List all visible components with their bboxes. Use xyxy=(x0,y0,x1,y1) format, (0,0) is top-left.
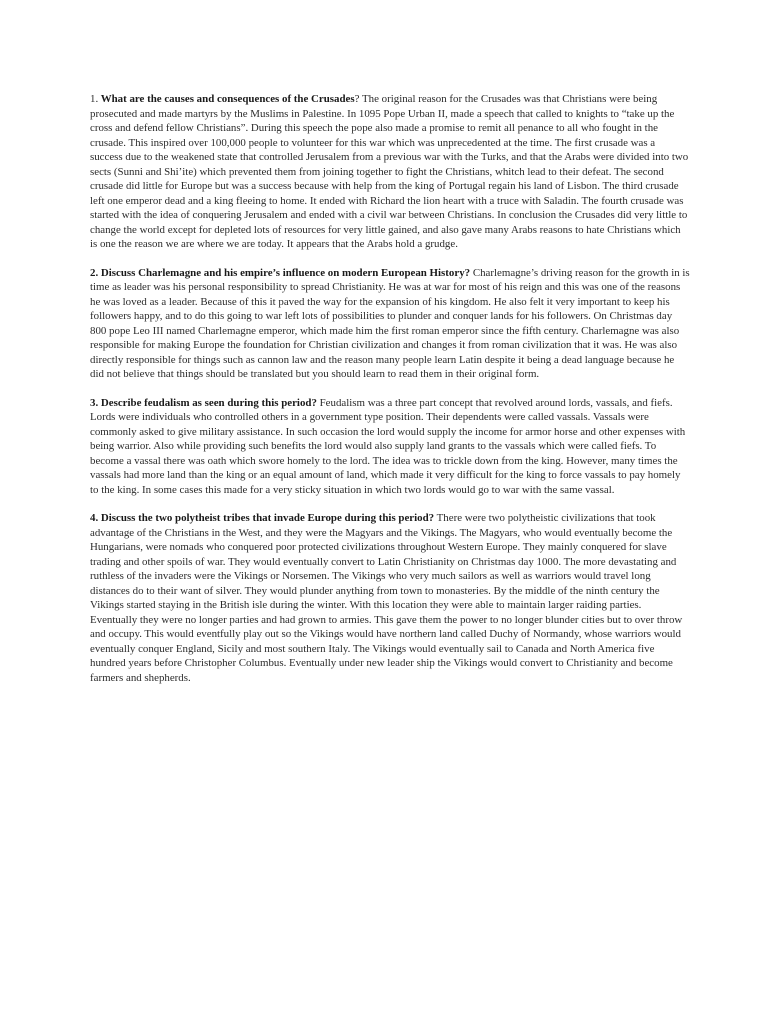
section-1-question: What are the causes and consequences of the Crusades xyxy=(98,93,355,105)
section-4-answer: There were two polytheistic civilizations that took advantage of the Christians in the West, and they were the Magyars and the Vikings. The Magyars, who would eventually become the Hungarians, were nomads who conquered poor protected civilizations throughout Western Europe. They mainly conquered for slave trading and other spoils of war. They would eventually convert to Latin Christianity on Christmas day 1000. The more devastating and ruthless of the invaders were the Vikings or Norsemen. The Vikings who very much sailors as well as warriors would travel long distances do to their want of silver. They would plunder anything from town to monasteries. By the middle of the ninth century the Vikings started staying in the British isle during the winter. With this location they were able to maintain larger raiding parties. Eventually they were no longer parties and had grown to armies. This gave them the power to no longer blunder cities but to over throw and occupy. This would eventfully play out so the Vikings would have northern land called Duchy of Normandy, whose warriors would eventually conquer England, Sicily and most southern Italy. The Vikings would eventually sail to Canada and North America five hundred years before Christopher Columbus. Eventually under new leader ship the Vikings would convert to Christianity and become farmers and shepherds. xyxy=(90,512,683,684)
section-4 xyxy=(90,511,690,685)
section-2-question: Discuss Charlemagne and his empire’s influence on modern European History? xyxy=(98,266,471,279)
section-3 xyxy=(90,396,690,498)
section-3-answer: Feudalism was a three part concept that revolved around lords, vassals, and fiefs. Lords were individuals who controlled others in a government type position. Their dependents were called vassals. Vassals were commonly asked to give military assistance. In such occasion the lord would supply the income for armor horse and other expenses with being warrior. Also while providing such benefits the lord would also supply land grants to the vassals which were called fiefs. To become a vassal there was oath which swore homely to the lord. The idea was to trickle down from the king. However, many times the vassals had more land than the king or an equal amount of land, which made it very difficult for the king to force vassals to pay homely to the king. In some cases this made for a very sticky situation in which two lords would go to war with the same vassal. xyxy=(90,396,686,496)
section-3-number: 3. xyxy=(90,396,99,409)
section-4-question: Discuss the two polytheist tribes that invade Europe during this period? xyxy=(98,512,435,524)
section-1-number: 1. xyxy=(90,93,99,105)
section-2-answer: Charlemagne’s driving reason for the growth in is time as leader was his personal responsibility to spread Christianity. He was at war for most of his reign and this was one of the reasons he was loved as a leader. Because of this it paved the way for the expansion of his kingdom. He also felt it very important to keep his followers happy, and to do this going to war left lots of possibilities to plunder and conquer lands for his followers. On Christmas day 800 pope Leo III named Charlemagne emperor, which made him the first roman emperor since the fifth century. Charlemagne was also responsible for making Europe the foundation for Christian civilization and changes it from roman civilization that it was. He was also directly responsible for things such as cannon law and the reason many people learn Latin despite it being a dead language because he did not believe that things should be translated but you should learn to read them in their original form. xyxy=(90,266,690,380)
section-3-question: Describe feudalism as seen during this period? xyxy=(98,396,317,409)
section-1-question-mark: ? xyxy=(354,93,360,105)
section-2 xyxy=(90,266,690,382)
section-1-answer: The original reason for the Crusades was that Christians were being prosecuted and made martyrs by the Muslims in Palestine. In 1095 Pope Urban II, made a speech that called to knights to “take up the cross and defend fellow Christians”. During this speech the pope also made a promise to remit all penance to all who fought in the crusade. This inspired over 100,000 people to volunteer for this war which was unprecedented at the time. The first crusade was a success due to the weakened state that controlled Jerusalem from a previous war with the Turks, and that the Arabs were divided into two sects (Sunni and Shi’ite) which prevented them from joining together to fight the Christians, whitch lead to their defeat. The second crusade did little for Europe but was a success because with help from the king of Portugal regain his land of Lisbon. The third crusade left one emperor dead and a king fleeing to home. It ended with Richard the lion heart with a truce with Saladin. The fourth crusade was started with the idea of conquering Jerusalem and ended with a civil war between Christians. In conclusion the Crusades did very little to change the world except for depleted lots of resources for very little gained, and also gave many Arabs reasons to hate Christians which is one the reason we are where we are today. It appears that the Arabs hold a grudge. xyxy=(90,93,689,250)
section-2-number: 2. xyxy=(90,266,99,279)
section-4-number: 4. xyxy=(90,512,99,524)
section-1 xyxy=(90,92,690,252)
document-body xyxy=(90,92,690,699)
